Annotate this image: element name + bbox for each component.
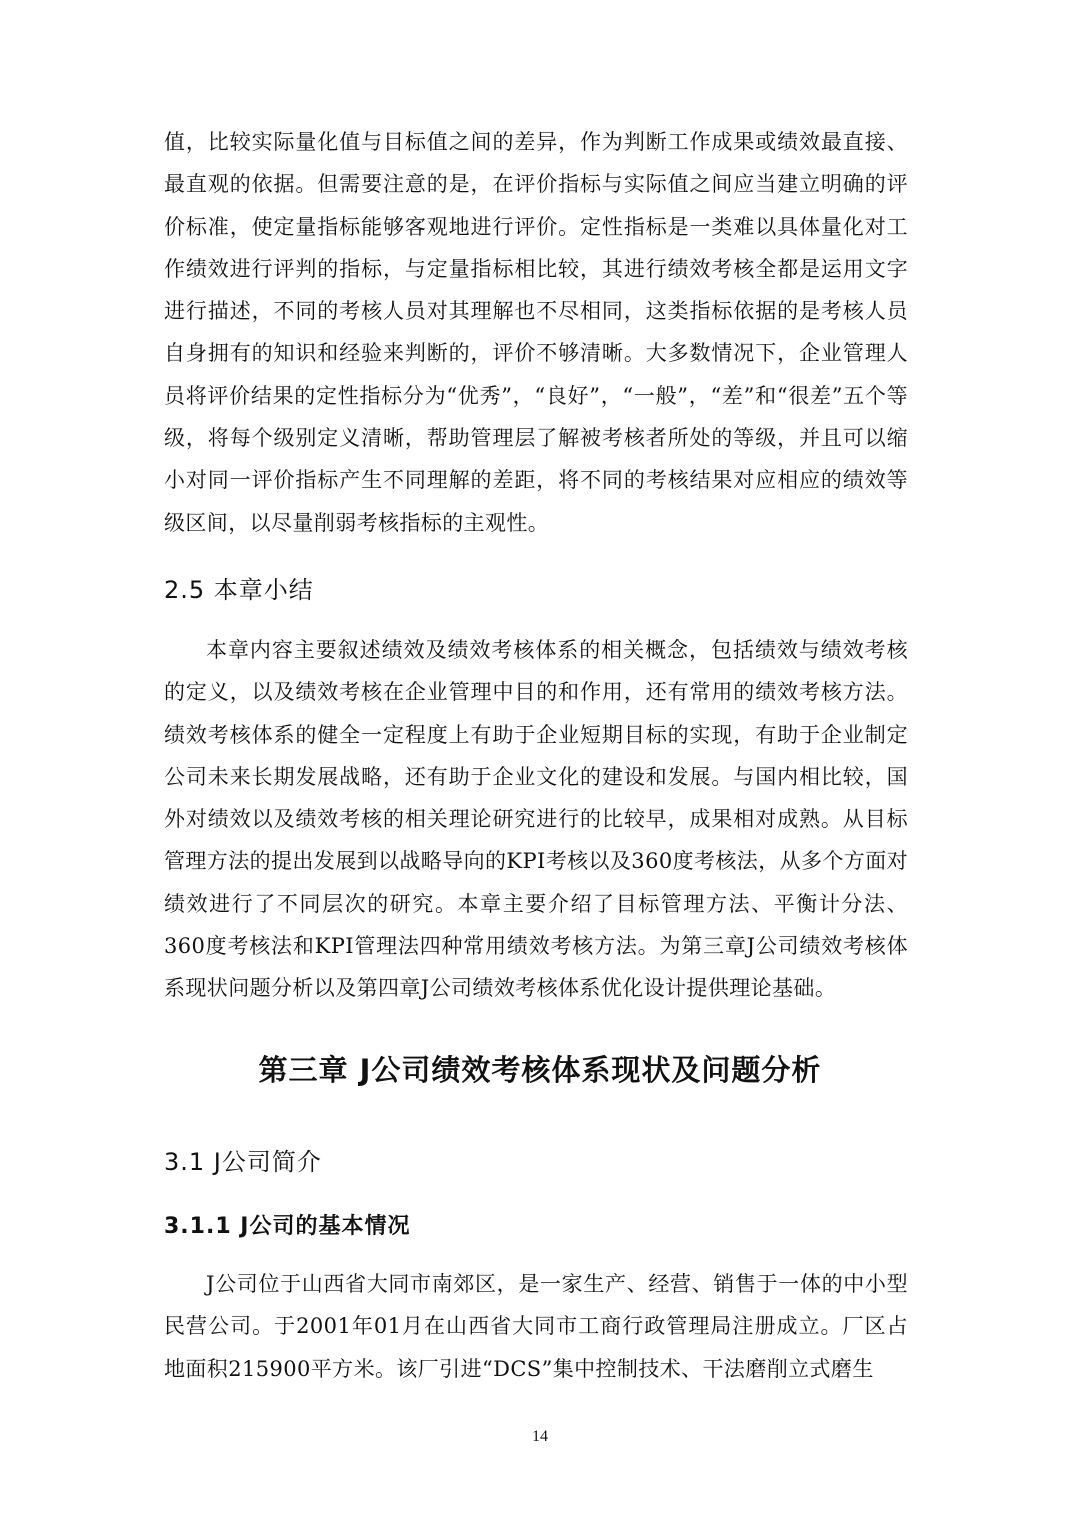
- body-paragraph-company-intro: J公司位于山西省大同市南郊区，是一家生产、经营、销售于一体的中小型民营公司。于2001年01月在山西省大同市工商行政管理局注册成立。厂区占地面积215900平方米。该厂引进“DCS”集中控制技术、干法磨削立式磨生: [164, 1272, 908, 1381]
- page-number: 14: [532, 1428, 548, 1445]
- section-heading-3-1: 3.1 J公司简介: [164, 1148, 322, 1176]
- section-heading-2-5: 2.5 本章小结: [164, 576, 314, 604]
- subsection-heading-3-1-1: 3.1.1 J公司的基本情况: [164, 1214, 411, 1239]
- chapter-title: 第三章 J公司绩效考核体系现状及问题分析: [258, 1053, 822, 1087]
- body-paragraph-evaluation-indicators: 值，比较实际量化值与目标值之间的差异，作为判断工作成果或绩效最直接、最直观的依据。但需要注意的是，在评价指标与实际值之间应当建立明确的评价标准，使定量指标能够客观地进行评价。定性指标是一类难以具体量化对工作绩效进行评判的指标，与定量指标相比较，其进行绩效考核全都是运用文字进行描述，不同的考核人员对其理解也不尽相同，这类指标依据的是考核人员自身拥有的知识和经验来判断的，评价不够清晰。大多数情况下，企业管理人员将评价结果的定性指标分为“优秀”，“良好”，“一般”，“差”和“很差”五个等级，将每个级别定义清晰，帮助管理层了解被考核者所处的等级，并且可以缩小对同一评价指标产生不同理解的差距，将不同的考核结果对应相应的绩效等级区间，以尽量削弱考核指标的主观性。: [164, 130, 908, 535]
- body-paragraph-chapter-summary: 本章内容主要叙述绩效及绩效考核体系的相关概念，包括绩效与绩效考核的定义，以及绩效考核在企业管理中目的和作用，还有常用的绩效考核方法。绩效考核体系的健全一定程度上有助于企业短期目标的实现，有助于企业制定公司未来长期发展战略，还有助于企业文化的建设和发展。与国内相比较，国外对绩效以及绩效考核的相关理论研究进行的比较早，成果相对成熟。从目标管理方法的提出发展到以战略导向的KPI考核以及360度考核法，从多个方面对绩效进行了不同层次的研究。本章主要介绍了目标管理方法、平衡计分法、360度考核法和KPI管理法四种常用绩效考核方法。为第三章J公司绩效考核体系现状问题分析以及第四章J公司绩效考核体系优化设计提供理论基础。: [164, 638, 908, 1001]
